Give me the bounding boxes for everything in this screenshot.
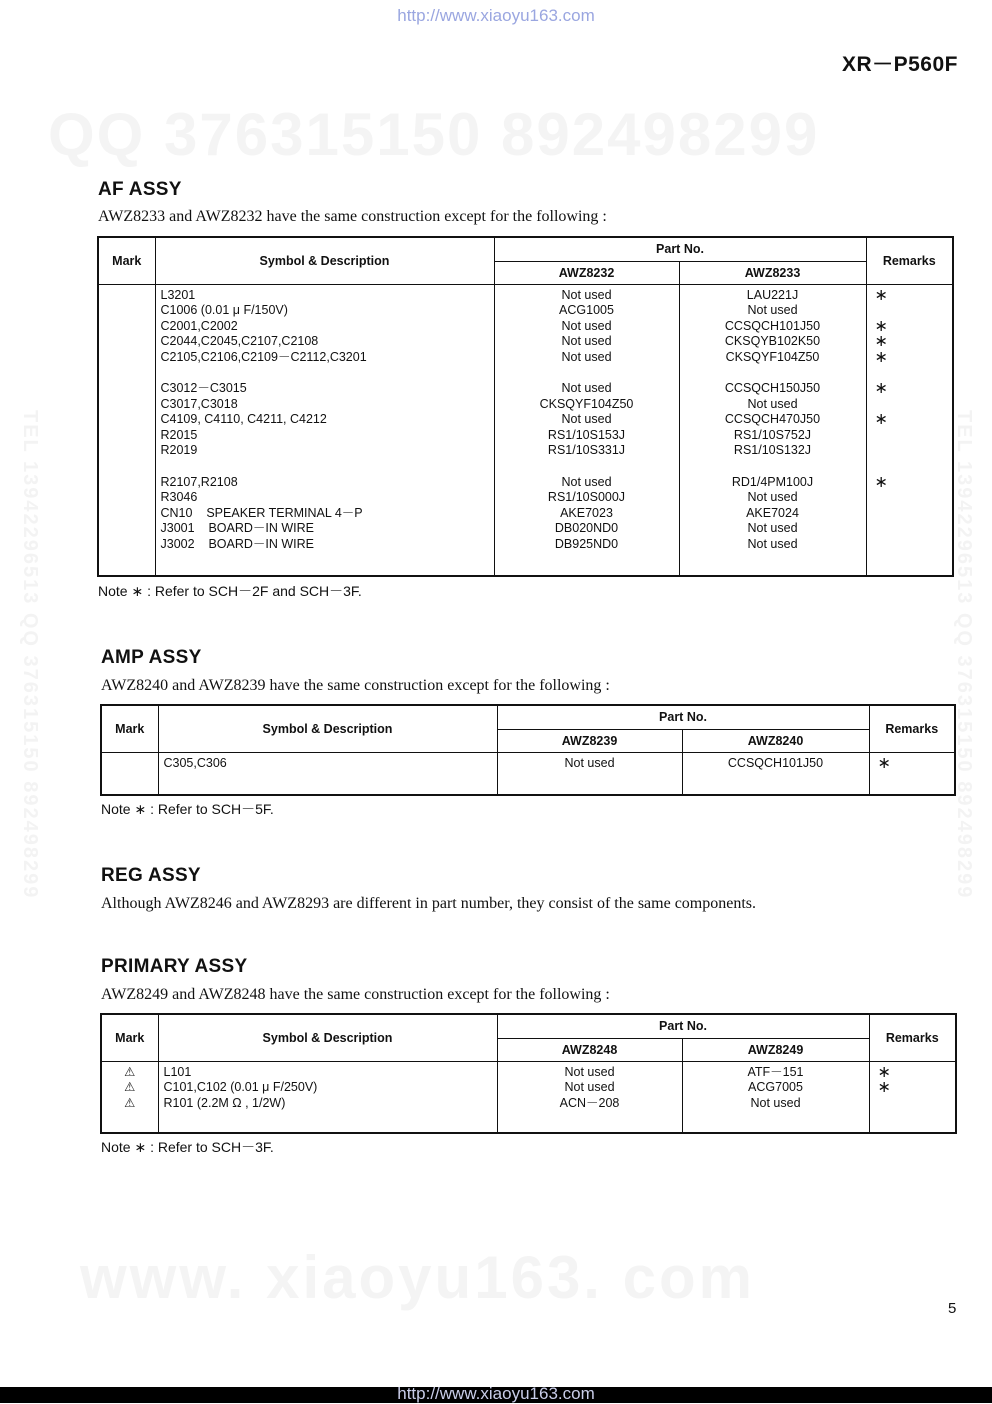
description-entry: C4109, C4110, C4211, C4212 <box>160 412 327 427</box>
row-spacer <box>875 365 953 381</box>
part-number-b: Not used <box>750 1095 801 1110</box>
desc-header: Symbol & Description <box>158 1014 497 1061</box>
mark-entry <box>99 350 155 366</box>
part-number-b: Not used <box>747 396 798 411</box>
mark-entry <box>99 319 155 335</box>
mark-cell <box>101 752 158 795</box>
source-url-bottom[interactable]: http://www.xiaoyu163.com <box>397 1384 595 1403</box>
description-entry: C3012－C3015 <box>160 381 247 396</box>
remark-entry: ∗ <box>874 333 888 351</box>
part-number-a: DB020ND0 <box>554 521 619 536</box>
part-number-a: Not used <box>561 287 612 302</box>
mark-header: Mark <box>101 705 158 752</box>
partno-header: Part No. <box>497 1014 869 1038</box>
af-assy-title: AF ASSY <box>98 179 182 200</box>
amp-assy-intro: AWZ8240 and AWZ8239 have the same construction except for the following : <box>101 677 610 694</box>
remarks-cell <box>866 284 953 576</box>
part-number-a: DB925ND0 <box>554 537 619 551</box>
description-entry: C3017,C3018 <box>160 396 238 411</box>
mark-entry <box>99 288 155 304</box>
mark-header: Mark <box>101 1014 158 1061</box>
remark-entry: ∗ <box>877 1063 891 1081</box>
mark-entry: ⚠ <box>124 1064 136 1079</box>
col-b-header: AWZ8240 <box>682 729 869 752</box>
remarks-header: Remarks <box>866 237 953 284</box>
desc-cell <box>155 284 494 576</box>
col-b-header: AWZ8233 <box>679 261 866 284</box>
part-number-a: Not used <box>561 412 612 427</box>
af-assy-intro: AWZ8233 and AWZ8232 have the same construction except for the following : <box>98 208 607 225</box>
part-b-cell <box>682 1061 869 1133</box>
part-number-b: CKSQYB102K50 <box>724 334 821 349</box>
mark-cell <box>101 1061 158 1133</box>
remark-entry: ∗ <box>874 286 888 304</box>
mark-entry <box>99 412 155 428</box>
row-spacer <box>495 365 679 381</box>
desc-header: Symbol & Description <box>158 705 497 752</box>
row-spacer <box>680 459 866 475</box>
part-number-b: Not used <box>747 537 798 551</box>
mark-entry <box>99 428 155 444</box>
part-number-b: CCSQCH470J50 <box>724 412 821 427</box>
row-spacer <box>99 365 155 381</box>
part-number-a: Not used <box>564 1080 615 1095</box>
mark-entry: ⚠ <box>124 1095 136 1110</box>
row-spacer <box>680 365 866 381</box>
remark-entry <box>875 397 953 413</box>
mark-entry <box>99 506 155 522</box>
part-number-b: ATF－151 <box>747 1064 804 1079</box>
primary-assy-intro: AWZ8249 and AWZ8248 have the same construction except for the following : <box>101 986 610 1003</box>
mark-entry <box>99 303 155 319</box>
remark-entry: ∗ <box>874 348 888 366</box>
description-entry: J3002 BOARD－IN WIRE <box>160 537 315 551</box>
description-entry: CN10 SPEAKER TERMINAL 4－P <box>160 505 363 520</box>
part-number-a: CKSQYF104Z50 <box>539 396 634 411</box>
description-entry: R2019 <box>160 443 198 458</box>
part-number-b: Not used <box>747 521 798 536</box>
part-number-a: RS1/10S000J <box>547 490 626 505</box>
mark-entry <box>99 521 155 537</box>
remark-entry <box>875 521 953 537</box>
mark-entry: ⚠ <box>124 1080 136 1095</box>
description-entry: R3046 <box>160 490 198 505</box>
row-spacer <box>161 365 494 381</box>
mark-entry <box>102 756 158 772</box>
col-a-header: AWZ8232 <box>494 261 679 284</box>
part-number-b: LAU221J <box>746 287 799 302</box>
description-entry: C305,C306 <box>163 755 227 770</box>
row-spacer <box>99 459 155 475</box>
model-number: XR－P560F <box>841 53 958 76</box>
reg-assy-text: Although AWZ8246 and AWZ8293 are different in part number, they consist of the same components. <box>101 895 757 912</box>
description-entry: R101 (2.2M Ω , 1/2W) <box>163 1095 286 1110</box>
primary-assy-title: PRIMARY ASSY <box>101 956 248 977</box>
part-number-a: RS1/10S331J <box>547 443 626 458</box>
part-number-b: RD1/4PM100J <box>731 474 814 489</box>
mark-entry <box>99 475 155 491</box>
af-assy-note: Note ∗ : Refer to SCH－2F and SCH－3F. <box>98 583 362 599</box>
description-entry: L3201 <box>160 287 196 302</box>
part-number-b: CCSQCH150J50 <box>724 381 821 396</box>
part-number-a: Not used <box>564 1064 615 1079</box>
remark-entry: ∗ <box>874 317 888 335</box>
source-url-top[interactable]: http://www.xiaoyu163.com <box>397 6 595 25</box>
remark-entry: ∗ <box>877 754 891 772</box>
mark-entry <box>99 537 155 553</box>
part-number-b: CCSQCH101J50 <box>724 318 821 333</box>
part-number-a: AKE7023 <box>560 505 613 520</box>
mark-entry <box>99 397 155 413</box>
mark-entry <box>99 381 155 397</box>
amp-assy-note: Note ∗ : Refer to SCH－5F. <box>101 801 274 817</box>
primary-assy-note: Note ∗ : Refer to SCH－3F. <box>101 1139 274 1155</box>
description-entry: L101 <box>163 1064 192 1079</box>
part-number-b: AKE7024 <box>746 505 799 520</box>
remark-entry <box>875 443 953 459</box>
part-number-b: CCSQCH101J50 <box>727 755 824 770</box>
remark-entry <box>875 428 953 444</box>
primary-assy-table <box>100 1013 957 1134</box>
qq-watermark: QQ 376315150 892498299 <box>48 101 820 168</box>
www-watermark: www. xiaoyu163. com <box>80 1244 756 1311</box>
part-number-a: Not used <box>561 474 612 489</box>
part-number-a: RS1/10S153J <box>547 427 626 442</box>
remarks-cell <box>869 1061 956 1133</box>
description-entry: C2105,C2106,C2109－C2112,C3201 <box>160 349 367 364</box>
remarks-header: Remarks <box>869 1014 956 1061</box>
desc-cell <box>158 1061 497 1133</box>
remarks-header: Remarks <box>869 705 955 752</box>
part-number-a: Not used <box>561 318 612 333</box>
partno-header: Part No. <box>497 705 869 729</box>
part-b-cell <box>682 752 869 795</box>
col-b-header: AWZ8249 <box>682 1038 869 1061</box>
part-number-a: Not used <box>561 381 612 396</box>
mark-header: Mark <box>98 237 155 284</box>
amp-assy-title: AMP ASSY <box>101 647 202 668</box>
desc-cell <box>158 752 497 795</box>
desc-header: Symbol & Description <box>155 237 494 284</box>
col-a-header: AWZ8239 <box>497 729 682 752</box>
description-entry: C2001,C2002 <box>160 318 238 333</box>
amp-assy-table <box>100 704 956 796</box>
part-a-cell <box>494 284 679 576</box>
description-entry: R2107,R2108 <box>160 474 238 489</box>
part-number-b: Not used <box>747 490 798 505</box>
part-number-a: Not used <box>564 755 615 770</box>
description-entry: C101,C102 (0.01 μ F/250V) <box>163 1080 318 1095</box>
part-number-a: ACG1005 <box>559 303 614 318</box>
reg-assy-title: REG ASSY <box>101 865 201 886</box>
part-number-b: CKSQYF104Z50 <box>725 349 820 364</box>
af-assy-table <box>97 236 954 577</box>
side-watermark-right: TEL 13942296513 QQ 376315150 892498299 <box>953 410 975 900</box>
part-number-b: RS1/10S132J <box>733 443 812 458</box>
remark-entry: ∗ <box>874 411 888 429</box>
col-a-header: AWZ8248 <box>497 1038 682 1061</box>
remarks-cell <box>869 752 955 795</box>
mark-entry <box>99 490 155 506</box>
part-number-b: RS1/10S752J <box>733 427 812 442</box>
remark-entry <box>878 1096 956 1112</box>
part-b-cell <box>679 284 866 576</box>
remark-entry <box>875 490 953 506</box>
part-number-a: Not used <box>561 349 612 364</box>
part-number-b: Not used <box>747 303 798 318</box>
row-spacer <box>875 459 953 475</box>
remark-entry: ∗ <box>874 380 888 398</box>
part-number-b: ACG7005 <box>748 1080 803 1095</box>
part-number-a: ACN－208 <box>559 1095 620 1110</box>
mark-entry <box>99 443 155 459</box>
remark-entry <box>875 537 953 553</box>
partno-header: Part No. <box>494 237 866 261</box>
remark-entry <box>875 303 953 319</box>
mark-entry <box>99 334 155 350</box>
remark-entry: ∗ <box>877 1079 891 1097</box>
row-spacer <box>495 459 679 475</box>
side-watermark-left: TEL 13942296513 QQ 376315150 892498299 <box>19 410 41 900</box>
mark-cell <box>98 284 155 576</box>
part-a-cell <box>497 1061 682 1133</box>
part-a-cell <box>497 752 682 795</box>
remark-entry <box>875 506 953 522</box>
page-number: 5 <box>948 1300 957 1317</box>
remark-entry: ∗ <box>874 473 888 491</box>
row-spacer <box>161 459 494 475</box>
description-entry: C2044,C2045,C2107,C2108 <box>160 334 319 349</box>
description-entry: C1006 (0.01 μ F/150V) <box>160 303 288 318</box>
part-number-a: Not used <box>561 334 612 349</box>
description-entry: J3001 BOARD－IN WIRE <box>160 521 315 536</box>
description-entry: R2015 <box>160 427 198 442</box>
